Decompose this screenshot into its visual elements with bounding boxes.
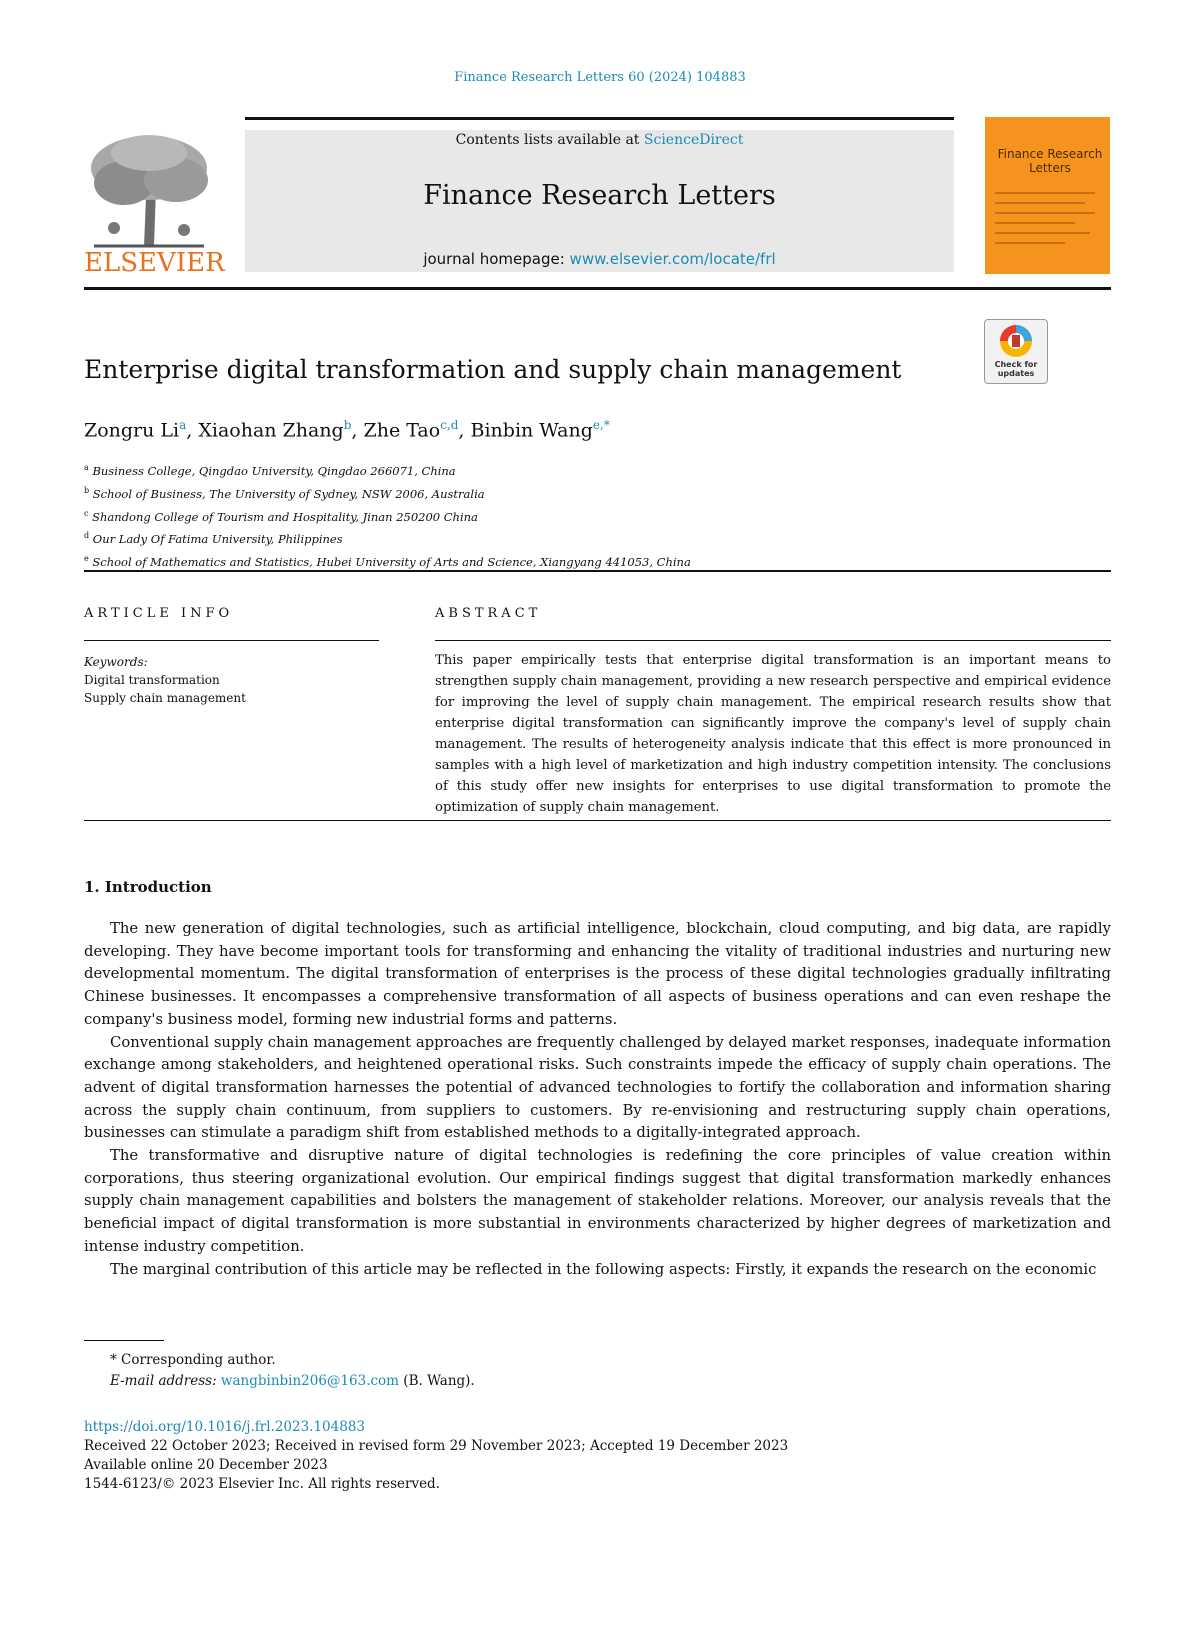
crossmark-label-line-2: updates bbox=[997, 369, 1035, 378]
affiliation-item bbox=[84, 504, 691, 527]
keywords-label: Keywords: bbox=[84, 655, 148, 669]
elsevier-tree-logo bbox=[84, 128, 214, 248]
article-title: Enterprise digital transformation and supply chain management bbox=[84, 355, 902, 384]
running-head[interactable]: Finance Research Letters 60 (2024) 104883 bbox=[454, 70, 746, 85]
sciencedirect-link[interactable]: ScienceDirect bbox=[643, 132, 744, 148]
abstract-heading: ABSTRACT bbox=[435, 606, 542, 621]
keyword-item: Supply chain management bbox=[84, 691, 246, 705]
corresponding-author-text: Corresponding author. bbox=[121, 1352, 276, 1368]
body-paragraph: The new generation of digital technologies, such as artificial intelligence, blockchain, cloud computing, and big data, are rapidly developing. They have become important tools for transforming and enhancing the vitality of traditional industries and nurturing new developmental momentum. The digital transformation of enterprises is the process of these digital technologies gradually infiltrating Chinese businesses. It encompasses a comprehensive transformation of all aspects of business operations and can even reshape the company's business model, forming new industrial forms and patterns. bbox=[84, 920, 1111, 1028]
author-affiliation-marker[interactable]: c,d bbox=[440, 418, 459, 432]
homepage-prefix: journal homepage: bbox=[423, 250, 565, 268]
masthead-bottom-rule bbox=[84, 287, 1111, 290]
contents-prefix: Contents lists available at bbox=[455, 132, 640, 148]
article-info-rule bbox=[84, 640, 379, 641]
masthead-top-rule bbox=[245, 117, 954, 120]
article-history bbox=[84, 1418, 788, 1494]
cover-text-line bbox=[995, 222, 1075, 224]
author-affiliation-marker[interactable]: e,* bbox=[592, 418, 610, 432]
affiliation-key: d bbox=[84, 531, 90, 541]
affiliation-key: e bbox=[84, 554, 89, 564]
affiliation-text: School of Mathematics and Statistics, Hubei University of Arts and Science, Xiangyang 441053, China bbox=[92, 555, 691, 570]
available-online: Available online 20 December 2023 bbox=[84, 1457, 328, 1473]
check-for-updates-badge[interactable] bbox=[984, 319, 1048, 384]
author-list bbox=[84, 418, 610, 441]
journal-homepage bbox=[245, 250, 954, 268]
journal-title: Finance Research Letters bbox=[423, 180, 776, 211]
affiliation-text: Business College, Qingdao University, Qingdao 266071, China bbox=[92, 463, 456, 478]
affiliation-text: Our Lady Of Fatima University, Philippines bbox=[92, 532, 343, 547]
footnote bbox=[84, 1350, 475, 1392]
author-name: Binbin Wang bbox=[470, 419, 593, 442]
introduction-heading: 1. Introduction bbox=[84, 878, 212, 896]
header-divider bbox=[84, 570, 1111, 572]
keywords-block bbox=[84, 653, 246, 707]
affiliation-item bbox=[84, 526, 691, 549]
doi-link[interactable]: https://doi.org/10.1016/j.frl.2023.104883 bbox=[84, 1419, 366, 1435]
abstract-rule bbox=[435, 640, 1111, 641]
abstract-text: This paper empirically tests that enterprise digital transformation is an important means to strengthen supply chain management, providing a new research perspective and empirical evidence for improving the level of supply chain management. The empirical research results show that enterprise digital transformation can significantly improve the company's level of supply chain management. The results of heterogeneity analysis indicate that this effect is more pronounced in samples with a high level of marketization and high industry competition intensity. The conclusions of this study offer new insights for enterprises to use digital transformation to promote the optimization of supply chain management. bbox=[435, 653, 1111, 815]
email-note bbox=[84, 1371, 475, 1392]
author-separator: , bbox=[351, 419, 364, 442]
cover-text-line bbox=[995, 212, 1095, 214]
affiliation-item bbox=[84, 481, 691, 504]
cover-text-line bbox=[995, 232, 1090, 234]
affiliation-item bbox=[84, 549, 691, 572]
introduction-body bbox=[84, 918, 1111, 1281]
affiliation-key: b bbox=[84, 485, 90, 495]
affiliation-text: Shandong College of Tourism and Hospitality, Jinan 250200 China bbox=[92, 509, 478, 524]
author-affiliation-marker[interactable]: b bbox=[343, 418, 352, 432]
author-separator: , bbox=[458, 419, 471, 442]
email-suffix: (B. Wang). bbox=[403, 1373, 475, 1389]
body-paragraph: Conventional supply chain management approaches are frequently challenged by delayed market responses, inadequate information exchange among stakeholders, and heightened operational risks. Such constraints impede the efficacy of supply chain operations. The advent of digital transformation harnesses the potential of advanced technologies to fortify the collaboration and information sharing across the supply chain continuum, from suppliers to customers. By re-envisioning and restructuring supply chain operations, businesses can stimulate a paradigm shift from established methods to a digitally-integrated approach. bbox=[84, 1033, 1111, 1142]
email-link[interactable]: wangbinbin206@163.com bbox=[220, 1373, 399, 1389]
author-name: Zhe Tao bbox=[363, 419, 441, 442]
footnote-marker: * bbox=[110, 1352, 117, 1368]
homepage-link[interactable]: www.elsevier.com/locate/frl bbox=[569, 250, 776, 268]
affiliation-key: c bbox=[84, 508, 89, 518]
crossmark-icon bbox=[985, 322, 1047, 362]
cover-text-line bbox=[995, 202, 1085, 204]
keyword-item: Digital transformation bbox=[84, 673, 220, 687]
journal-cover-thumbnail[interactable] bbox=[985, 117, 1110, 274]
author-affiliation-marker[interactable]: a bbox=[179, 418, 187, 432]
corresponding-author-note bbox=[84, 1350, 475, 1371]
crossmark-label bbox=[985, 360, 1047, 378]
author-name: Zongru Li bbox=[84, 419, 180, 442]
author-name: Xiaohan Zhang bbox=[198, 419, 344, 442]
cover-text-line bbox=[995, 192, 1095, 194]
cover-title bbox=[995, 147, 1105, 175]
article-info-heading: ARTICLE INFO bbox=[84, 606, 234, 621]
affiliation-text: School of Business, The University of Sydney, NSW 2006, Australia bbox=[92, 486, 485, 501]
crossmark-label-line-1: Check for bbox=[994, 360, 1038, 369]
cover-title-line-2: Letters bbox=[1029, 161, 1071, 175]
affiliation-item bbox=[84, 458, 691, 481]
author-separator: , bbox=[186, 419, 199, 442]
copyright-line: 1544-6123/© 2023 Elsevier Inc. All rights reserved. bbox=[84, 1476, 440, 1492]
cover-title-line-1: Finance Research bbox=[997, 147, 1103, 161]
affiliation-list bbox=[84, 458, 691, 572]
abstract-bottom-rule bbox=[84, 820, 1111, 821]
cover-text-line bbox=[995, 242, 1065, 244]
body-paragraph: The transformative and disruptive nature of digital technologies is redefining the core principles of value creation within corporations, thus steering organizational evolution. Our empirical findings suggest that digital transformation markedly enhances supply chain management capabilities and bolsters the management of stakeholder relations. Moreover, our analysis reveals that the beneficial impact of digital transformation is more substantial in environments characterized by higher degrees of marketization and intense industry competition. bbox=[84, 1147, 1111, 1255]
received-dates: Received 22 October 2023; Received in revised form 29 November 2023; Accepted 19 December 2023 bbox=[84, 1438, 789, 1454]
affiliation-key: a bbox=[84, 463, 89, 472]
elsevier-wordmark: ELSEVIER bbox=[84, 248, 225, 278]
footnote-rule bbox=[84, 1340, 164, 1341]
body-paragraph: The marginal contribution of this article may be reflected in the following aspects: Firstly, it expands the research on the economic bbox=[110, 1260, 1097, 1278]
contents-line bbox=[245, 132, 954, 148]
email-label: E-mail address: bbox=[110, 1373, 217, 1389]
